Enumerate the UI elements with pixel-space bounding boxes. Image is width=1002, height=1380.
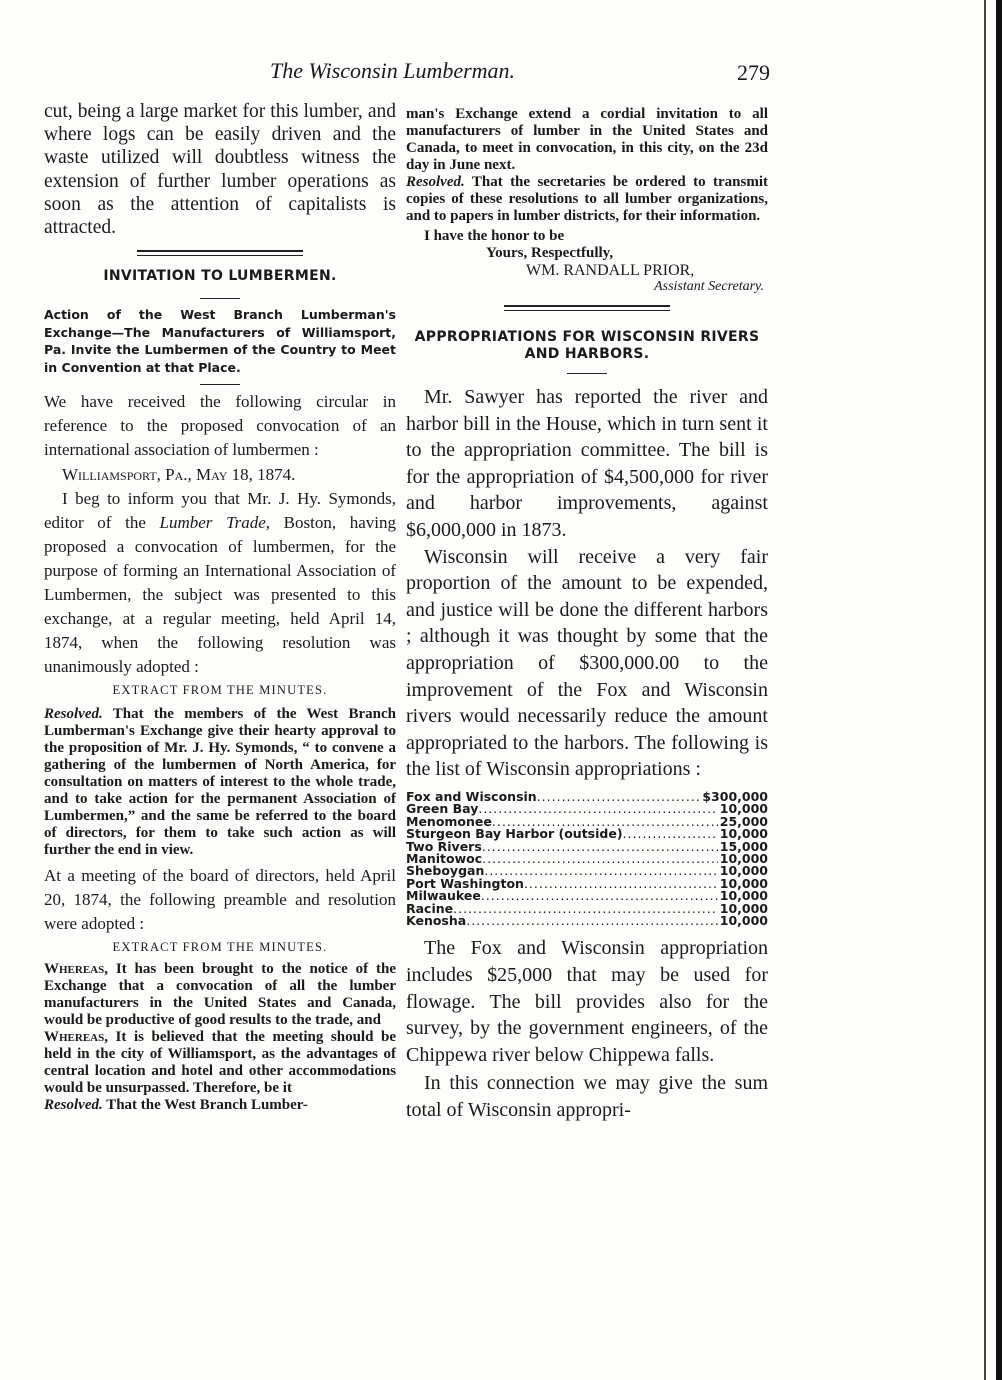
appropriation-name: Fox and Wisconsin [406, 788, 537, 804]
appropriation-amount: 10,000 [719, 850, 768, 866]
appropriation-amount: 10,000 [719, 912, 768, 928]
signature-salutation: Yours, Respectfully, [486, 245, 614, 261]
whereas-2: Whereas, It is believed that the meeting should be held in the city of Williamsport, as the advantages of central location and hotel and other accommodations would be unsurpassed. Therefore, be it [44, 1029, 396, 1097]
closing-paragraph: In this connection we may give the sum total of Wisconsin appropri- [406, 1072, 768, 1121]
board-paragraph: At a meeting of the board of directors, held April 20, 1874, the following preamble and resolution were adopted : [44, 866, 396, 934]
resolution-3: Resolved. That the secretaries be ordered to transmit copies of these resolutions to all lumber organizations, and to papers in lumber districts, for their information. [406, 174, 768, 224]
double-rule [137, 250, 303, 256]
running-title: The Wisconsin Lumberman. [270, 58, 516, 83]
letter-paragraph: I beg to inform you that Mr. J. Hy. Symonds, editor of the Lumber Trade, Boston, having proposed a convocation of lumbermen, for the purpose of forming an International Association of Lumbermen, the subject was presented to this exchange, at a regular meeting, held April 14, 1874, when the following resolution was unanimously adopted : [44, 489, 396, 677]
appropriation-name: Sheboygan [406, 863, 485, 879]
appropriations-table [406, 788, 768, 928]
appropriation-name: Sturgeon Bay Harbor (outside) [406, 826, 623, 842]
article-heading: INVITATION TO LUMBERMEN. [103, 268, 337, 285]
appropriation-amount: 10,000 [719, 863, 768, 879]
short-rule [567, 373, 607, 374]
bill-paragraph: Mr. Sawyer has reported the river and harbor bill in the House, which in turn sent it to the appropriation committee. The bill is for the appropriation of $4,500,000 for river and harbor improvements, against $6,000,000 in 1873. [406, 386, 768, 541]
intro-paragraph: We have received the following circular in reference to the proposed convocation of an international association of lumbermen : [44, 392, 396, 460]
appropriation-name: Milwaukee [406, 888, 481, 904]
appropriation-amount: 10,000 [719, 801, 768, 817]
appropriation-name: Racine [406, 900, 454, 916]
appropriation-name: Kenosha [406, 912, 467, 928]
short-rule [200, 384, 240, 385]
whereas-1: Whereas, It has been brought to the notice of the Exchange that a convocation of all the lumber manufacturers in the United States and Canada, would be productive of good results to the trade, and [44, 961, 396, 1029]
flowage-paragraph: The Fox and Wisconsin appropriation includes $25,000 that may be used for flowage. The bill provides also for the survey, by the government engineers, of the Chippewa river below Chippewa falls. [406, 937, 768, 1066]
appropriation-name: Manitowoc [406, 850, 483, 866]
appropriation-amount: 15,000 [719, 838, 768, 854]
appropriation-amount: $300,000 [702, 788, 768, 804]
page-edge [996, 0, 1002, 1380]
article-subheading: Action of the West Branch Lumberman's Exchange—The Manufacturers of Williamsport, Pa. Invite the Lumbermen of the Country to Meet in Convention at that Place. [44, 307, 396, 375]
dateline: Williamsport, Pa., May 18, 1874. [62, 465, 296, 485]
signature-closing: I have the honor to be [424, 228, 565, 244]
appropriation-name: Port Washington [406, 875, 524, 891]
appropriation-amount: 25,000 [719, 813, 768, 829]
appropriation-name: Green Bay [406, 801, 479, 817]
leader-dots [482, 841, 718, 853]
extract-label: EXTRACT FROM THE MINUTES. [112, 940, 328, 955]
leader-dots [524, 878, 718, 890]
page-edge-line [984, 0, 986, 1380]
appropriation-amount: 10,000 [719, 900, 768, 916]
appropriation-name: Two Rivers [406, 838, 482, 854]
leader-dots [537, 791, 701, 803]
appropriation-amount: 10,000 [719, 875, 768, 891]
resolution-2: Resolved. That the West Branch Lumber- [44, 1097, 308, 1114]
double-rule [504, 305, 670, 311]
continued-paragraph: cut, being a large market for this lumber, and where logs can be easily driven and the waste utilized will doubtless witness the extension of further lumber operations as soon as the attention of capitalists is attracted. [44, 101, 396, 239]
table-row [406, 912, 768, 928]
leader-dots [482, 853, 718, 865]
leader-dots [466, 915, 718, 927]
article-heading: APPROPRIATIONS FOR WISCONSIN RIVERS AND HARBORS. [414, 329, 760, 362]
leader-dots [623, 828, 718, 840]
page-number: 279 [737, 60, 770, 85]
appropriation-amount: 10,000 [719, 888, 768, 904]
resolution-1: Resolved. That the members of the West Branch Lumberman's Exchange give their hearty approval to the proposition of Mr. J. Hy. Symonds, “ to convene a gathering of the lumbermen of North America, for consultation on matters of interest to the whole trade, and to take action for the permanent Association of Lumbermen,” and the same be referred to the board of directors, for them to take such action as will further the end in view. [44, 706, 396, 859]
short-rule [200, 298, 240, 299]
left-column [44, 100, 396, 1114]
leader-dots [453, 903, 718, 915]
appropriation-amount: 10,000 [719, 826, 768, 842]
table-row [406, 890, 768, 902]
appropriation-name: Menomonee [406, 813, 492, 829]
extract-label: EXTRACT FROM THE MINUTES. [112, 683, 328, 698]
right-column [406, 106, 768, 1124]
leader-dots [481, 890, 718, 902]
signature-title: Assistant Secretary. [654, 279, 764, 294]
leader-dots [478, 803, 717, 815]
wisconsin-paragraph: Wisconsin will receive a very fair proportion of the amount to be expended, and justice will be done the different harbors ; although it was thought by some that the appropriation of $300,000.00 to the improvement of the Fox and Wisconsin rivers would necessarily reduce the amount appropriated to the harbors. The following is the list of Wisconsin appropriations : [406, 545, 768, 781]
signature-name: WM. RANDALL PRIOR, [526, 262, 695, 279]
resolution-continued: man's Exchange extend a cordial invitation to all manufacturers of lumber in the United States and Canada, to meet in convocation, in this city, on the 23d day in June next. [406, 106, 768, 173]
